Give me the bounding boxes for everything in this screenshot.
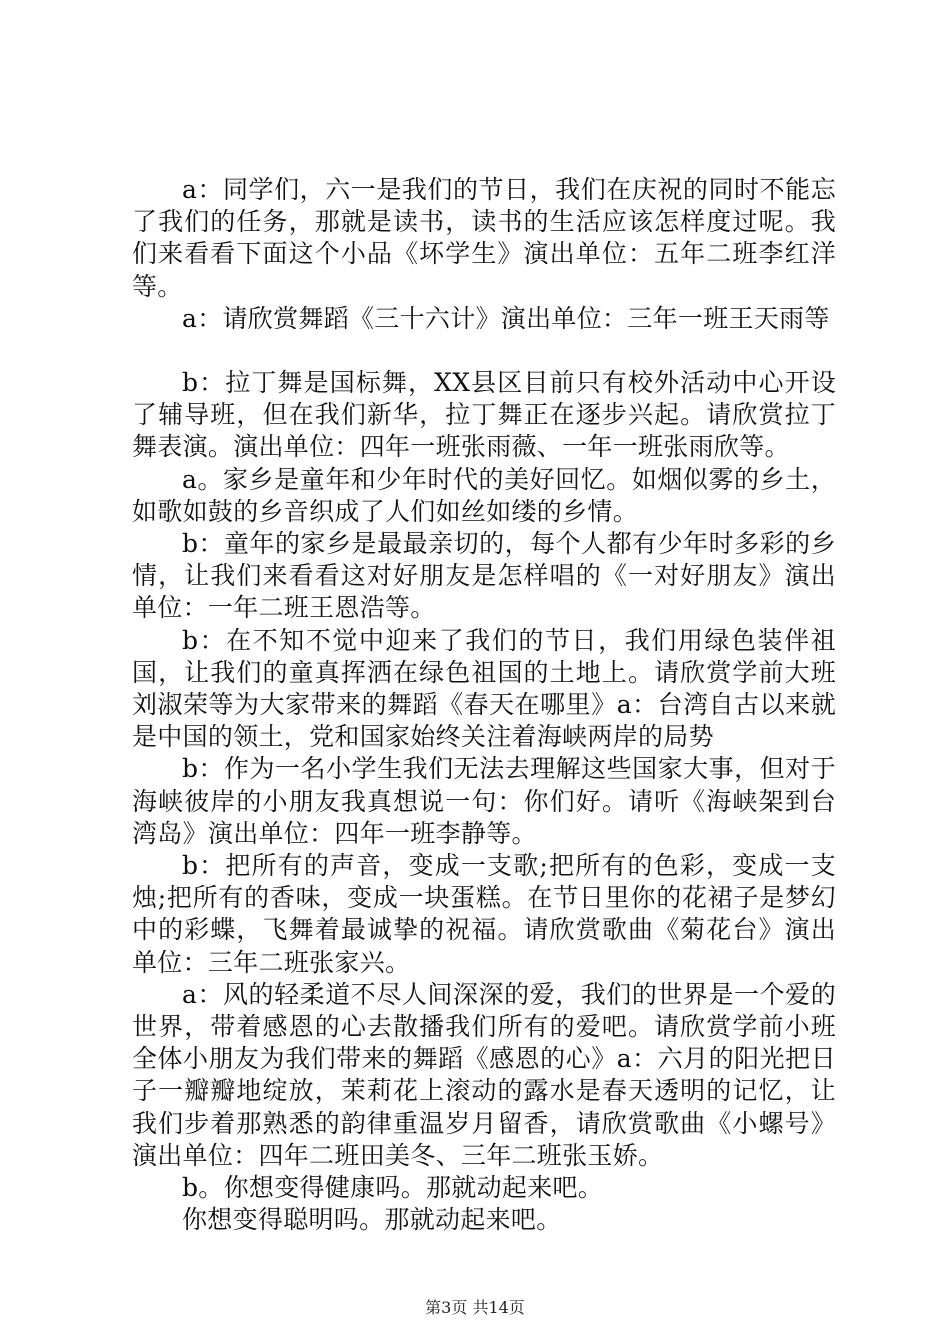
paragraph-1: a：同学们，六一是我们的节日，我们在庆祝的同时不能忘了我们的任务，那就是读书，读书的生活应该怎样度过呢。我们来看看下面这个小品《坏学生》演出单位：五年二班李红洋等。	[132, 175, 836, 301]
paragraph-4: a。家乡是童年和少年时代的美好回忆。如烟似雾的乡土，如歌如鼓的乡音织成了人们如丝如缕的乡情。	[132, 464, 836, 526]
document-body	[132, 174, 836, 1237]
paragraph-5: b：童年的家乡是最最亲切的，每个人都有少年时多彩的乡情，让我们来看看这对好朋友是怎样唱的《一对好朋友》演出单位：一年二班王恩浩等。	[132, 529, 836, 623]
paragraph-9: a：风的轻柔道不尽人间深深的爱，我们的世界是一个爱的世界，带着感恩的心去散播我们所有的爱吧。请欣赏学前小班全体小朋友为我们带来的舞蹈《感恩的心》a：六月的阳光把日子一瓣瓣地绽放，茉莉花上滚动的露水是春天透明的记忆，让我们步着那熟悉的韵律重温岁月留香，请欣赏歌曲《小螺号》演出单位：四年二班田美冬、三年二班张玉娇。	[132, 979, 836, 1170]
blank-line	[132, 335, 836, 367]
page-number-footer: 第3页 共14页	[425, 1298, 525, 1317]
paragraph-10: b。你想变得健康吗。那就动起来吧。	[182, 1173, 604, 1203]
paragraph-8: b：把所有的声音，变成一支歌;把所有的色彩，变成一支烛;把所有的香味，变成一块蛋糕。在节日里你的花裙子是梦幻中的彩蝶，飞舞着最诚挚的祝福。请欣赏歌曲《菊花台》演出单位：三年二班张家兴。	[132, 851, 836, 977]
paragraph-2: a：请欣赏舞蹈《三十六计》演出单位：三年一班王天雨等	[182, 303, 830, 333]
paragraph-3: b：拉丁舞是国标舞，XX县区目前只有校外活动中心开设了辅导班，但在我们新华，拉丁舞正在逐步兴起。请欣赏拉丁舞表演。演出单位：四年一班张雨薇、一年一班张雨欣等。	[132, 368, 836, 462]
paragraph-6: b：在不知不觉中迎来了我们的节日，我们用绿色装伴祖国，让我们的童真挥洒在绿色祖国的土地上。请欣赏学前大班刘淑荣等为大家带来的舞蹈《春天在哪里》a：台湾自古以来就是中国的领土，党和国家始终关注着海峡两岸的局势	[132, 625, 836, 752]
paragraph-11: 你想变得聪明吗。那就动起来吧。	[182, 1205, 562, 1235]
paragraph-7: b：作为一名小学生我们无法去理解这些国家大事，但对于海峡彼岸的小朋友我真想说一句：你们好。请听《海峡架到台湾岛》演出单位：四年一班李静等。	[132, 754, 836, 848]
